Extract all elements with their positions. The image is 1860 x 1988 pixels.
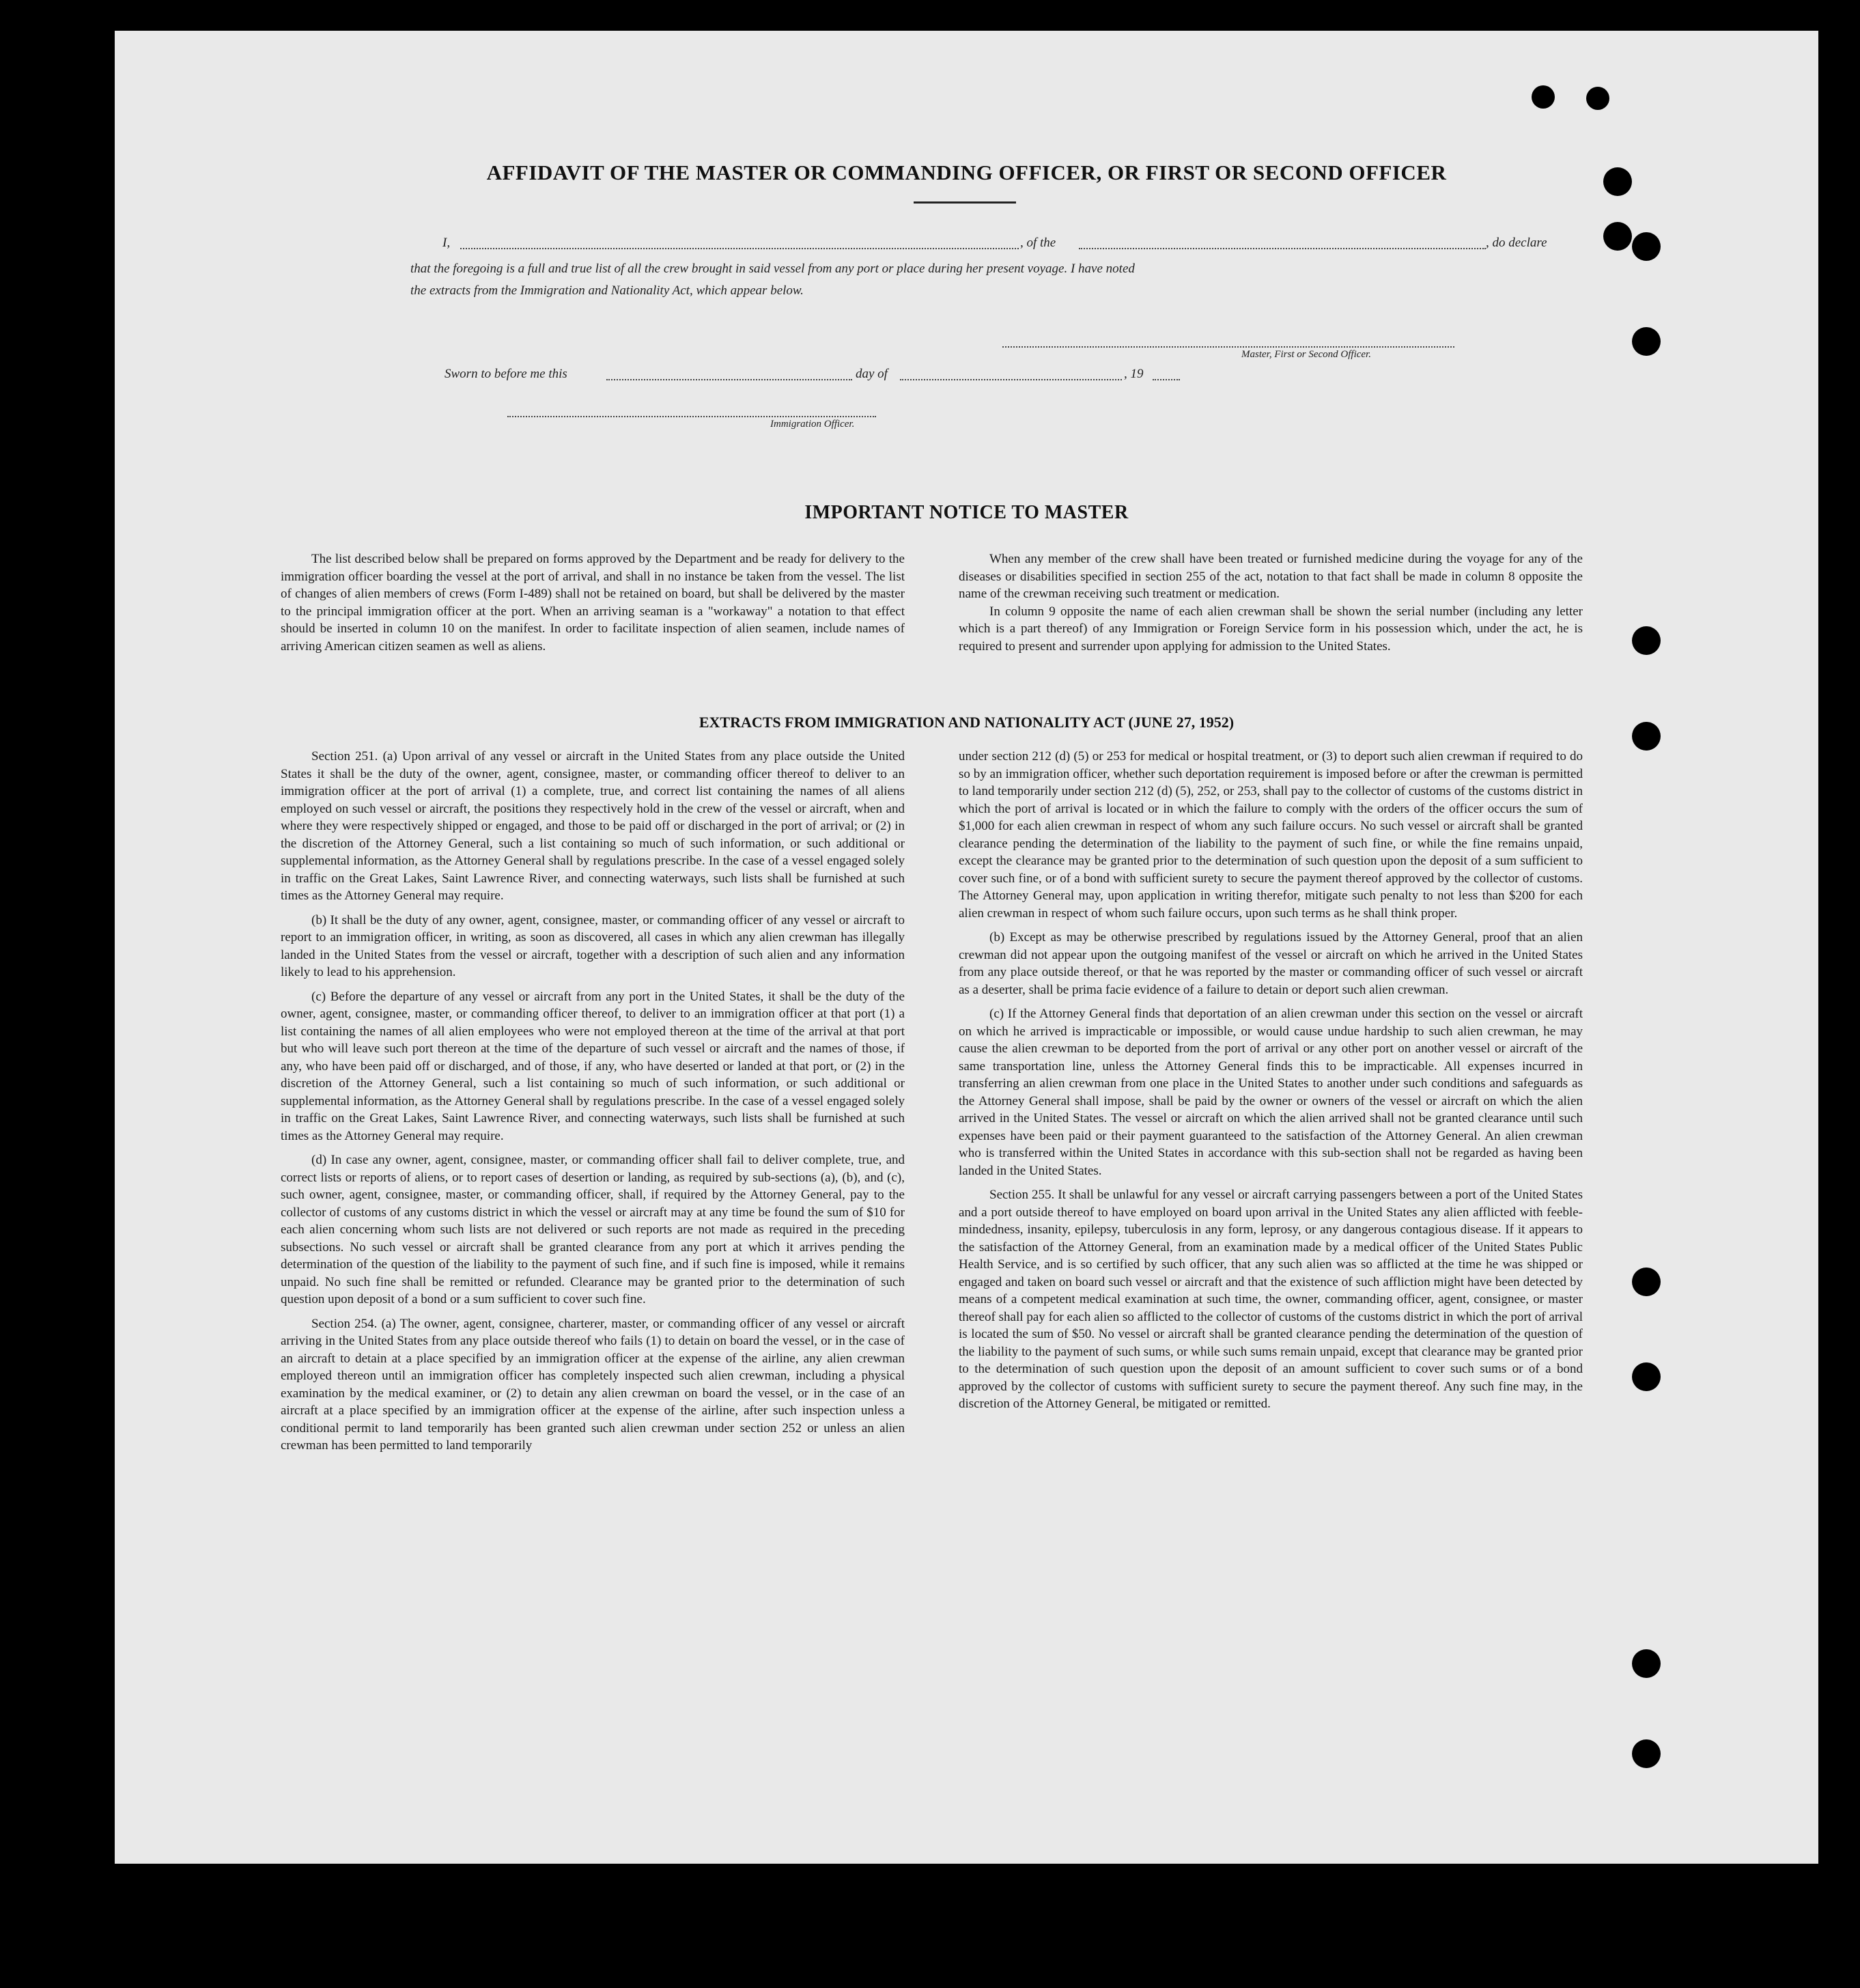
- affidavit-title: AFFIDAVIT OF THE MASTER OR COMMANDING OFFICER, OR FIRST OR SECOND OFFICER: [486, 160, 1447, 184]
- binder-hole: [1586, 87, 1609, 110]
- sworn-month-field[interactable]: [900, 378, 1122, 380]
- year-label: , 19: [1124, 367, 1144, 381]
- sworn-label: Sworn to before me this: [445, 367, 567, 381]
- extracts-left-column: [281, 748, 905, 1461]
- declarant-name-field[interactable]: [460, 247, 1019, 249]
- notice-title: IMPORTANT NOTICE TO MASTER: [804, 502, 1129, 523]
- binder-hole: [1632, 1739, 1661, 1768]
- declaration-statement-2: the extracts from the Immigration and Nationality Act, which appear below.: [410, 283, 804, 298]
- extract-paragraph: (b) Except as may be otherwise prescribed by regulations issued by the Attorney General, proof that an alien crewman did not appear upon the outgoing manifest of the vessel or aircraft on which he arrived in the United States from any place outside thereof, or that he was reported by the master or commanding officer of such vessel or aircraft as a deserter, shall be prima facie evidence of a failure to detain or deport such alien crewman.: [959, 930, 1583, 997]
- do-declare-label: , do declare: [1486, 236, 1547, 250]
- extracts-title: EXTRACTS FROM IMMIGRATION AND NATIONALITY ACT (JUNE 27, 1952): [699, 714, 1235, 731]
- binder-hole: [1632, 327, 1661, 356]
- form-page: [115, 31, 1818, 1864]
- extract-paragraph: under section 212 (d) (5) or 253 for medical or hospital treatment, or (3) to deport such alien crewman if required to do so by an immigration officer, whether such deportation requirement is imposed before or after the crewman is permitted to land temporarily under section 212 (d) (5), 252, or 253, shall pay to the collector of customs of the customs district in which the port of arrival is located or in which the failure to comply with the orders of the officer occurs the sum of $1,000 for each alien crewman in respect of whom any such failure occurs. No such vessel or aircraft shall be granted clearance pending the determination of the liability to the payment of such fine, or while the fine remains unpaid, except the clearance may be granted prior to the determination of such question upon the deposit of a sum sufficient to cover such fine, or of a bond with sufficient surety to secure the payment thereof approved by the collector of customs. The Attorney General may, upon application in writing therefor, mitigate such penalty to not less than $200 for each alien crewman in respect of whom such failure occurs, upon such terms as he shall think proper.: [959, 749, 1583, 921]
- binder-hole: [1603, 222, 1632, 251]
- notice-right-paragraph: When any member of the crew shall have been treated or furnished medicine during the voyage for any of the diseases or disabilities specified in section 255 of the act, notation to that fact shall be made in column 8 opposite the name of the crewman receiving such treatment or medication.: [959, 552, 1583, 601]
- immigration-officer-signature-field[interactable]: [507, 415, 876, 417]
- extract-paragraph: (c) Before the departure of any vessel or aircraft from any port in the United States, it shall be the duty of the owner, agent, consignee, master, or commanding officer thereof, to deliver to an immigration officer at that port (1) a list containing the names of all alien employees who were not employed thereon at the time of the arrival at that port but who will leave such port thereon at the time of the departure of such vessel or aircraft and the names of those, if any, who have been paid off or discharged, and of those, if any, who have deserted or landed at that port, or (2) in the discretion of the Attorney General, such a list containing so much of such information, or such additional or supplemental information, as the Attorney General shall by regulations prescribe. In the case of a vessel engaged solely in traffic on the Great Lakes, Saint Lawrence River, and connecting waterways, such lists shall be furnished at such times as the Attorney General may require.: [281, 989, 905, 1143]
- notice-left-paragraph: The list described below shall be prepared on forms approved by the Department and be ready for delivery to the immigration officer boarding the vessel at the port of arrival, and shall in no instance be taken from the vessel. The list of changes of alien members of crews (Form I-489) shall not be retained on board, but shall be delivered by the master to the principal immigration officer at the port. When an arriving seaman is a "workaway" a notation to that effect should be inserted in column 10 on the manifest. In order to facilitate inspection of alien seamen, include names of arriving American citizen seamen as well as aliens.: [281, 552, 905, 654]
- notice-left-column: [281, 550, 905, 655]
- notice-right-column: [959, 550, 1583, 655]
- day-of-label: day of: [856, 367, 888, 381]
- notice-right-paragraph: In column 9 opposite the name of each alien crewman shall be shown the serial number (including any letter which is a part thereof) of any Immigration or Foreign Service form in his possession which, under the act, he is required to present and surrender upon applying for admission to the United States.: [959, 604, 1583, 654]
- master-signature-field[interactable]: [1002, 345, 1454, 348]
- binder-hole: [1632, 232, 1661, 261]
- declaration-statement: that the foregoing is a full and true list of all the crew brought in said vessel from any port or place during her present voyage. I have noted: [410, 262, 1135, 276]
- vessel-name-field[interactable]: [1079, 247, 1486, 249]
- binder-hole: [1632, 1362, 1661, 1391]
- extract-paragraph: (d) In case any owner, agent, consignee, master, or commanding officer shall fail to deliver complete, true, and correct lists or reports of aliens, or to report cases of desertion or landing, as required by sub-sections (a), (b), and (c), such owner, agent, consignee, master, or commanding officer, shall, if required by the Attorney General, pay to the collector of customs of any customs district in which the vessel or aircraft may at any time be found the sum of $10 for each alien concerning whom such lists are not delivered or such reports are not made as required in the preceding subsections. No such vessel or aircraft shall be granted clearance from any port at which it arrives pending the determination of the question of the liability to the payment of such fine, and if such fine is imposed, while it remains unpaid. No such fine shall be remitted or refunded. Clearance may be granted prior to the determination of such question upon deposit of a bond or a sum sufficient to cover such fine.: [281, 1153, 905, 1306]
- immigration-officer-label: Immigration Officer.: [770, 419, 855, 430]
- extract-paragraph: (c) If the Attorney General finds that deportation of an alien crewman under this section on the vessel or aircraft on which he arrived is impracticable or impossible, or would cause undue hardship to such alien crewman, he may cause the alien crewman to be deported from the port of arrival or any other port on another vessel or aircraft of the same transportation line, unless the Attorney General finds this to be impracticable. All expenses incurred in transferring an alien crewman from one place in the United States to another under such conditions and safeguards as the Attorney General shall impose, shall be paid by the owner or owners of the vessel or aircraft on which the alien arrived in the United States. The vessel or aircraft on which the alien arrived shall not be granted clearance until such expenses have been paid or their payment guaranteed to the satisfaction of the Attorney General. An alien crewman who is transferred within the United States in accordance with this sub-section shall not be regarded as having been landed in the United States.: [959, 1007, 1583, 1178]
- sworn-day-field[interactable]: [606, 378, 852, 380]
- binder-hole: [1632, 1649, 1661, 1678]
- title-divider: [914, 201, 1016, 204]
- binder-hole: [1632, 1268, 1661, 1296]
- binder-hole: [1632, 626, 1661, 655]
- master-signature-label: Master, First or Second Officer.: [1241, 349, 1371, 360]
- extracts-right-column: [959, 748, 1583, 1420]
- extract-paragraph: Section 255. It shall be unlawful for any vessel or aircraft carrying passengers between a port of the United States and a port outside thereof to have employed on board upon arrival in the United States any alien afflicted with feeble-mindedness, insanity, epilepsy, tuberculosis in any form, leprosy, or any dangerous contagious disease. If it appears to the satisfaction of the Attorney General, from an examination made by a medical officer of the United States Public Health Service, and is so certified by such officer, that any such alien was so afflicted at the time he was shipped or engaged and taken on board such vessel or aircraft and that the existence of such affliction might have been detected by means of a competent medical examination at such time, the owner, commanding officer, agent, consignee, or master thereof shall pay for each alien so afflicted to the collector of customs of the customs district in which the port of arrival is located the sum of $50. No vessel or aircraft shall be granted clearance pending the determination of the question of the liability to the payment of such sums, or while such sums remain unpaid, except that clearance may be granted prior to the determination of such question upon the deposit of an amount sufficient to cover such sums or of a bond approved by the collector of customs with sufficient surety to secure the payment thereof. Any such fine may, in the discretion of the Attorney General, be mitigated or remitted.: [959, 1188, 1583, 1411]
- extract-paragraph: Section 251. (a) Upon arrival of any vessel or aircraft in the United States from any place outside the United States it shall be the duty of the owner, agent, consignee, master, or commanding officer thereof to deliver to an immigration officer at the port of arrival (1) a complete, true, and correct list containing the names of all aliens employed on such vessel or aircraft, the positions they respectively hold in the crew of the vessel or aircraft, when and where they were respectively shipped or engaged, and those to be paid off or discharged in the port of arrival; or (2) in the discretion of the Attorney General, such a list containing so much of such information, or such additional or supplemental information, as the Attorney General shall by regulations prescribe. In the case of a vessel engaged solely in traffic on the Great Lakes, Saint Lawrence River, and connecting waterways, such lists shall be furnished at such times as the Attorney General may require.: [281, 749, 905, 903]
- binder-hole: [1532, 85, 1555, 109]
- sworn-year-field[interactable]: [1153, 378, 1180, 380]
- extract-paragraph: Section 254. (a) The owner, agent, consignee, charterer, master, or commanding officer of any vessel or aircraft arriving in the United States from any place outside thereof who fails (1) to detain on board the vessel, or in the case of an aircraft to detain at a place specified by an immigration officer at the expense of the airline, any alien crewman employed thereon until an immigration officer has completely inspected such alien crewman, including a physical examination by the medical examiner, or (2) to detain any alien crewman on board the vessel, or in the case of an aircraft at a place specified by an immigration officer at the expense of the airline, after such inspection unless a conditional permit to land temporarily has been granted such alien crewman under section 252 or unless an alien crewman has been permitted to land temporarily: [281, 1316, 905, 1453]
- i-label: I,: [442, 236, 451, 250]
- of-the-label: , of the: [1020, 236, 1056, 250]
- extract-paragraph: (b) It shall be the duty of any owner, agent, consignee, master, or commanding officer of any vessel or aircraft to report to an immigration officer, in writing, as soon as discovered, all cases in which any alien crewman has illegally landed in the United States from the vessel or aircraft, together with a description of such alien and any information likely to lead to his apprehension.: [281, 912, 905, 979]
